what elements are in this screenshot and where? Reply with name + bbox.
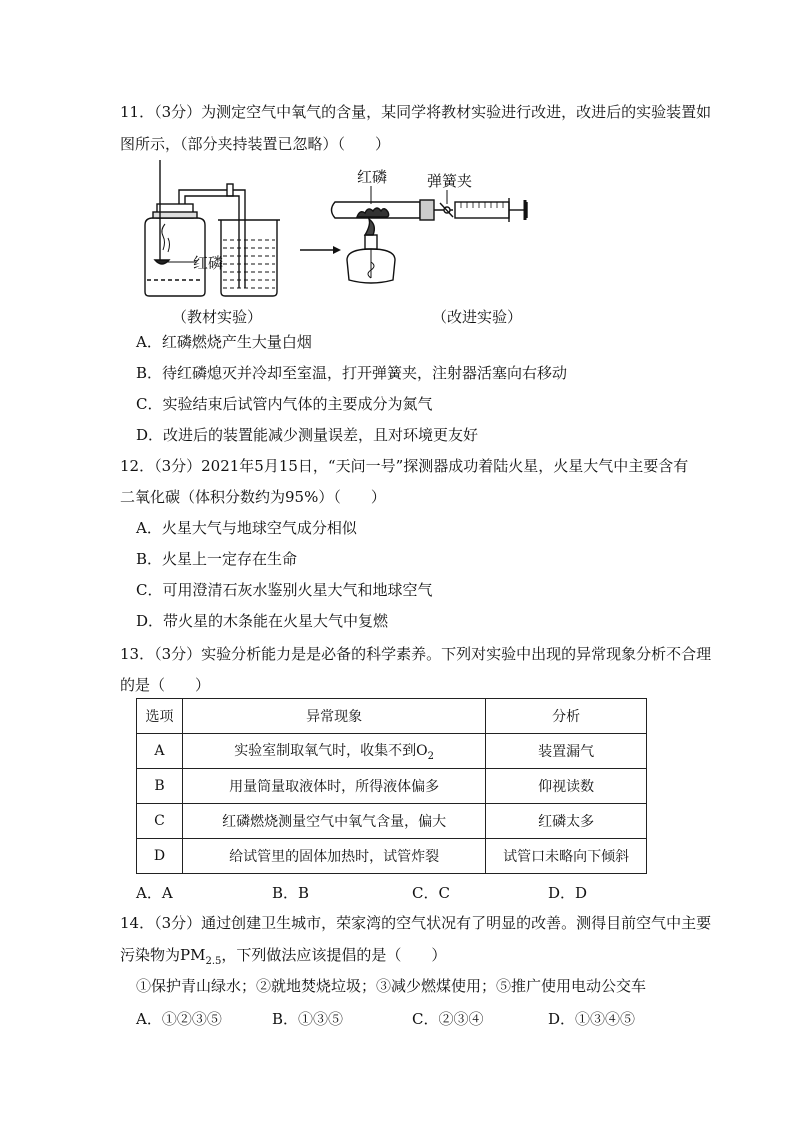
q14-line2-pre: 污染物为PM (120, 946, 206, 964)
q14-line2-sub: 2.5 (205, 956, 222, 967)
table-cell-option: B (137, 769, 183, 804)
table-header-cell: 异常现象 (182, 699, 485, 734)
q12-option-b: B．火星上一定存在生命 (136, 550, 298, 568)
table-cell-option: C (137, 804, 183, 839)
q14-answer-d: D．①③④⑤ (548, 1010, 636, 1028)
table-header-cell: 分析 (486, 699, 647, 734)
table-header-cell: 选项 (137, 699, 183, 734)
q12-option-d: D．带火星的木条能在火星大气中复燃 (136, 612, 389, 630)
q14-answer-c: C．②③④ (412, 1010, 484, 1028)
improved-experiment-apparatus (332, 198, 528, 283)
table-cell-phenomenon: 用量筒量取液体时，所得液体偏多 (182, 769, 485, 804)
q13-answer-c: C．C (412, 884, 450, 902)
table-cell-phenomenon (182, 734, 485, 769)
table-cell-analysis: 试管口未略向下倾斜 (486, 839, 647, 874)
q14-answer-b: B．①③⑤ (272, 1010, 344, 1028)
q11-option-a: A．红磷燃烧产生大量白烟 (136, 333, 312, 351)
q12-stem-line2: 二氧化碳（体积分数约为95%）（ ） (120, 488, 386, 506)
q11-apparatus-figure (135, 160, 555, 305)
arrow-icon (300, 246, 341, 254)
q12-option-a: A．火星大气与地球空气成分相似 (136, 519, 357, 537)
table-cell-analysis: 装置漏气 (486, 734, 647, 769)
q13-answer-a: A．A (136, 884, 173, 902)
q11-option-b: B．待红磷熄灭并冷却至室温，打开弹簧夹，注射器活塞向右移动 (136, 364, 568, 382)
q14-items-line: ①保护青山绿水；②就地焚烧垃圾；③减少燃煤使用；⑤推广使用电动公交车 (136, 977, 647, 995)
table-row (137, 769, 647, 804)
q11-clip-label: 弹簧夹 (427, 173, 473, 190)
q12-stem-line1: 12．（3分）2021年5月15日，“天问一号”探测器成功着陆火星，火星大气中主要含有 (120, 457, 689, 475)
table-cell-phenomenon: 给试管里的固体加热时，试管炸裂 (182, 839, 485, 874)
table-row (137, 804, 647, 839)
q11-caption-left: （教材实验） (172, 308, 263, 326)
q13-stem-line2: 的是（ ） (120, 676, 211, 694)
table-header-row (137, 699, 647, 734)
table-cell-phenomenon: 红磷燃烧测量空气中氧气含量，偏大 (182, 804, 485, 839)
table-cell-option: A (137, 734, 183, 769)
table-row (137, 839, 647, 874)
q11-option-c: C．实验结束后试管内气体的主要成分为氮气 (136, 395, 433, 413)
table-row (137, 734, 647, 769)
q13-answer-d: D．D (548, 884, 588, 902)
q13-table (136, 698, 647, 874)
phenomenon-text: 实验室制取氧气时，收集不到O (234, 743, 428, 760)
table-cell-analysis: 红磷太多 (486, 804, 647, 839)
table-cell-option: D (137, 839, 183, 874)
q11-option-d: D．改进后的装置能减少测量误差，且对环境更友好 (136, 426, 479, 444)
q13-stem-line1: 13．（3分）实验分析能力是是必备的科学素养。下列对实验中出现的异常现象分析不合理 (120, 645, 712, 663)
q11-stem-line1: 11．（3分）为测定空气中氧气的含量，某同学将教材实验进行改进，改进后的实验装置如 (120, 103, 712, 121)
q13-answer-b: B．B (272, 884, 310, 902)
q11-stem-line2: 图所示，（部分夹持装置已忽略）（ ） (120, 135, 391, 153)
q11-right-phosphorus-label: 红磷 (357, 169, 388, 186)
q14-stem-line1: 14．（3分）通过创建卫生城市，荣家湾的空气状况有了明显的改善。测得目前空气中主要 (120, 914, 712, 932)
q11-left-phosphorus-label: 红磷 (193, 255, 224, 272)
q12-option-c: C．可用澄清石灰水鉴别火星大气和地球空气 (136, 581, 433, 599)
table-cell-analysis: 仰视读数 (486, 769, 647, 804)
textbook-experiment-apparatus (145, 160, 280, 296)
subscript-text: 2 (427, 750, 435, 762)
q14-stem-line2 (120, 945, 446, 972)
q14-answer-a: A．①②③⑤ (136, 1010, 222, 1028)
q14-line2-post: ，下列做法应该提倡的是（ ） (221, 946, 447, 964)
q11-caption-right: （改进实验） (432, 308, 523, 326)
